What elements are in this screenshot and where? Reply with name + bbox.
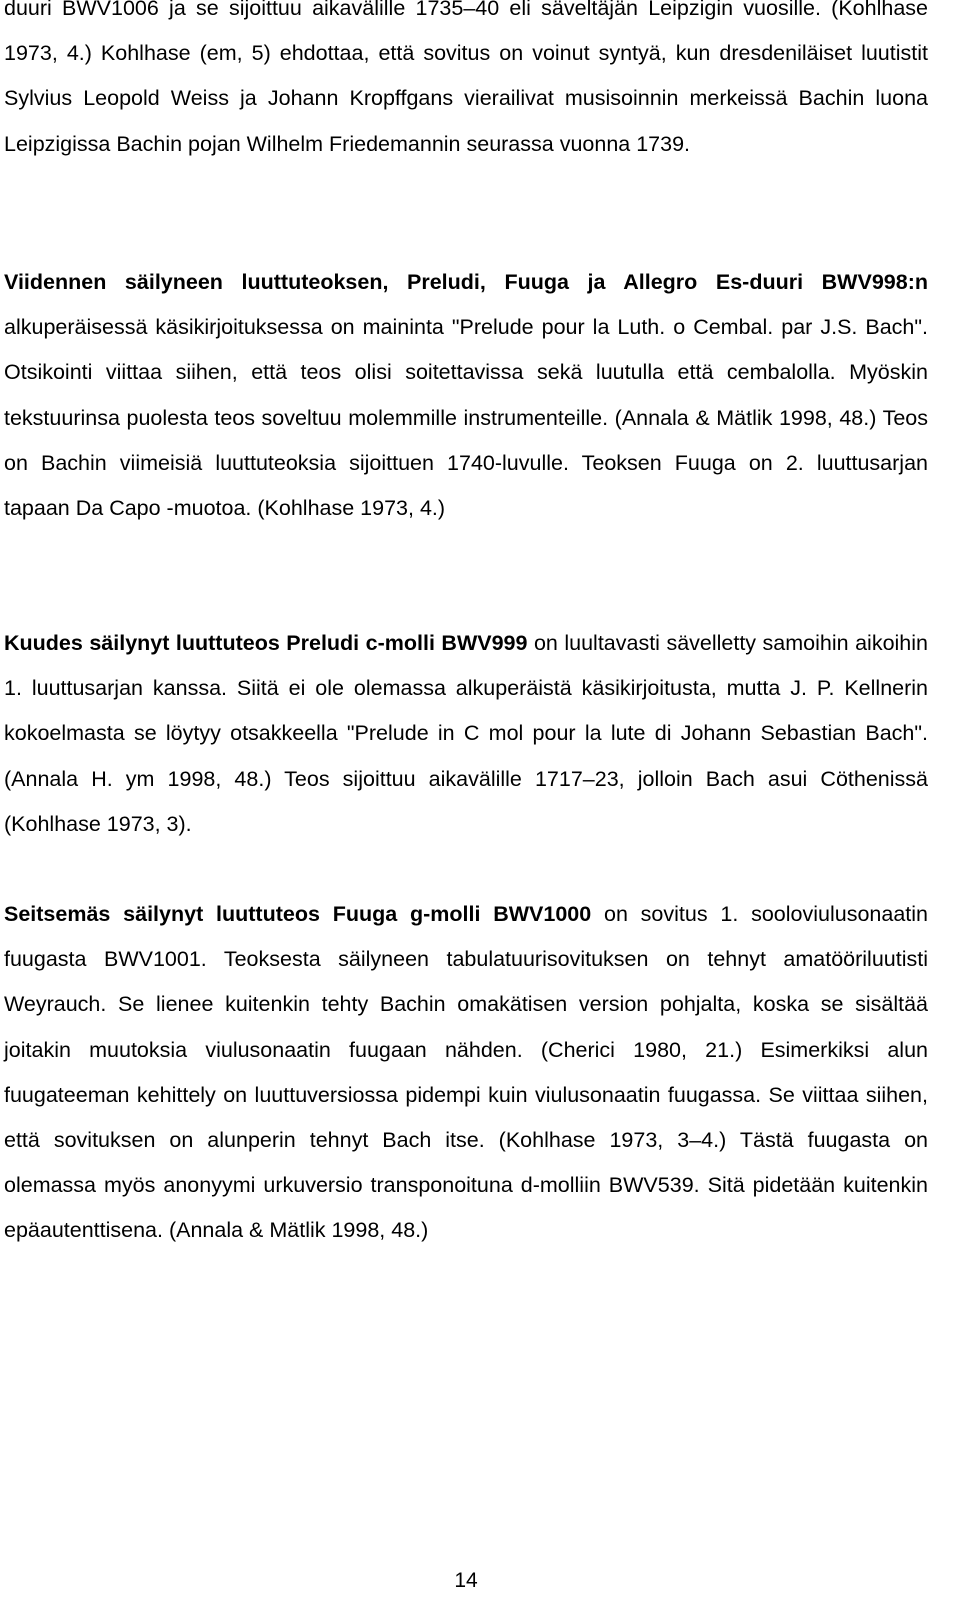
paragraph-1	[4, 0, 928, 167]
paragraph-4-text: on sovitus 1. sooloviulusonaatin fuugasta BWV1001. Teoksesta säilyneen tabulatuurisovituksen on tehnyt amatööriluutisti Weyrauch. Se lienee kuitenkin tehty Bachin omakätisen version pohjalta, koska se sisältää joitakin muutoksia viulusonaatin fuugaan nähden. (Cherici 1980, 21.) Esimerkiksi alun fuugateeman kehittely on luuttuversiossa pidempi kuin viulusonaatin fuugassa. Se viittaa siihen, että sovituksen on alunperin tehnyt Bach itse. (Kohlhase 1973, 3–4.) Tästä fuugasta on olemassa myös anonyymi urkuversio transponoituna d-molliin BWV539. Sitä pidetään kuitenkin epäautenttisena. (Annala & Mätlik 1998, 48.)	[4, 902, 928, 1243]
paragraph-1-text: duuri BWV1006 ja se sijoittuu aikavälille 1735–40 eli säveltäjän Leipzigin vuosille. (Kohlhase 1973, 4.) Kohlhase (em, 5) ehdottaa, että sovitus on voinut syntyä, kun dresdeniläiset luutistit Sylvius Leopold Weiss ja Johann Kropffgans vierailivat musisoinnin merkeissä Bachin luona Leipzigissa Bachin pojan Wilhelm Friedemannin seurassa vuonna 1739.	[4, 0, 928, 156]
paragraph-3-text: on luultavasti sävelletty samoihin aikoihin 1. luuttusarjan kanssa. Siitä ei ole olemassa alkuperäistä käsikirjoitusta, mutta J. P. Kellnerin kokoelmasta se löytyy otsakkeella "Prelude in C mol pour la lute di Johann Sebastian Bach". (Annala H. ym 1998, 48.) Teos sijoittuu aikavälille 1717–23, jolloin Bach asui Cöthenissä (Kohlhase 1973, 3).	[4, 631, 928, 836]
paragraph-3	[4, 621, 928, 847]
paragraph-4	[4, 892, 928, 1254]
paragraph-2-text: alkuperäisessä käsikirjoituksessa on maininta "Prelude pour la Luth. o Cembal. par J.S. Bach". Otsikointi viittaa siihen, että teos olisi soitettavissa sekä luutulla että cembalolla. Myöskin tekstuurinsa puolesta teos soveltuu molemmille instrumenteille. (Annala & Mätlik 1998, 48.) Teos on Bachin viimeisiä luuttuteoksia sijoittuen 1740-luvulle. Teoksen Fuuga on 2. luuttusarjan tapaan Da Capo -muotoa. (Kohlhase 1973, 4.)	[4, 315, 928, 521]
paragraph-4-bold-lead: Seitsemäs säilynyt luuttuteos Fuuga g-molli BWV1000	[4, 902, 592, 926]
paragraph-3-bold-lead: Kuudes säilynyt luuttuteos Preludi c-molli BWV999	[4, 631, 528, 655]
paragraph-2	[4, 260, 928, 531]
paragraph-2-bold-lead: Viidennen säilyneen luuttuteoksen, Preludi, Fuuga ja Allegro Es-duuri BWV998:n	[4, 270, 928, 294]
page-number: 14	[454, 1569, 478, 1592]
